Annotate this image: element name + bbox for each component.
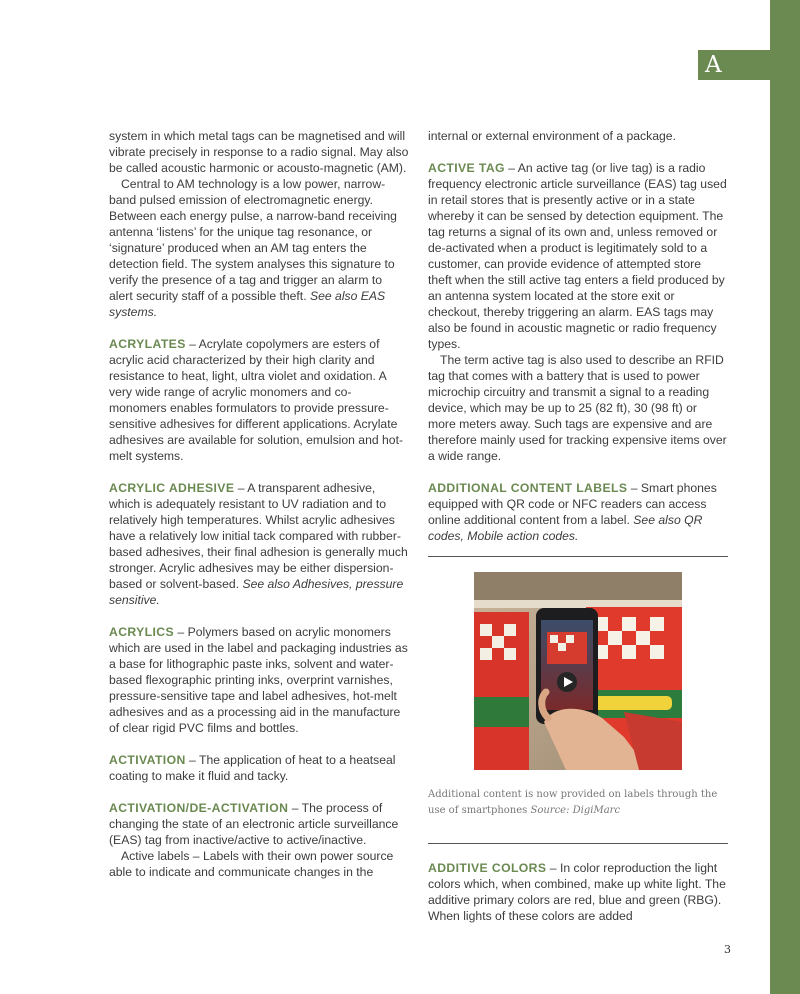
acrylic-adhesive-definition: – A transparent adhesive, which is adequately resistant to UV radiation and to relatively high temperatures. Whilst acrylic adhesives have a relatively low initial tack compared with rubber-based adhesives, their final adhesion is generally much stronger. Acrylic adhesives may be either dispersion-based or solvent-based.: [109, 481, 408, 591]
section-sidebar: [770, 0, 800, 994]
right-continuation: internal or external environment of a package.: [428, 129, 676, 143]
entry-additive-colors: [428, 860, 728, 924]
entry-acrylates: [109, 336, 409, 464]
acrylic-adhesive-ref: See also Adhesives, pressure sensitive.: [109, 577, 404, 607]
am-paragraph-text: Central to AM technology is a low power, narrow-band pulsed emission of electromagnetic energy. Between each energy pulse, a narrow-band receiving antenna ‘listens’ for the unique tag resonance, or ‘signature’ produced when an AM tag enters the detection field. The system analyses this signature to verify the presence of a tag and trigger an alarm to alert security staff of a possible theft.: [109, 177, 397, 303]
acrylates-definition: – Acrylate copolymers are esters of acrylic acid characterized by their high clarity and resistance to heat, light, ultra violet and oxidation. A very wide range of acrylic monomers and co-monomers enables formulators to provide pressure-sensitive adhesives for different applications. Acrylate adhesives are available for solution, emulsion and hot-melt systems.: [109, 337, 404, 463]
entry-active-tag: [428, 160, 728, 352]
term-additional-content-labels: ADDITIONAL CONTENT LABELS: [428, 481, 628, 495]
section-letter: A: [705, 52, 722, 78]
right-column: [428, 128, 728, 924]
caption-text: Additional content is now provided on labels through the use of smartphones: [428, 789, 718, 816]
entry-additional-content-labels: [428, 480, 728, 544]
additive-colors-definition: – In color reproduction the light colors which, when combined, make up white light. The additive primary colors are red, blue and green (RBG). When lights of these colors are added: [428, 861, 726, 923]
left-column: [109, 128, 409, 880]
term-activation: ACTIVATION: [109, 753, 186, 767]
term-activation-deactivation: ACTIVATION/DE-ACTIVATION: [109, 801, 289, 815]
entry-acrylics: [109, 624, 409, 736]
entry-acrylic-adhesive: [109, 480, 409, 608]
term-acrylics: ACRYLICS: [109, 625, 175, 639]
additional-content-ref: See also QR codes, Mobile action codes.: [428, 513, 703, 543]
am-paragraph-ref: See also EAS systems.: [109, 289, 386, 319]
term-active-tag: ACTIVE TAG: [428, 161, 505, 175]
figure-bottom-rule: [428, 843, 728, 844]
am-technology-paragraph: [109, 176, 409, 320]
smartphone-label-photo: [474, 572, 682, 770]
intro-continuation: system in which metal tags can be magnetised and will vibrate precisely in response to a radio signal. May also be called acoustic harmonic or acousto-magnetic (AM).: [109, 129, 409, 175]
active-labels-paragraph: Active labels – Labels with their own power source able to indicate and communicate changes in the: [109, 849, 394, 879]
term-acrylates: ACRYLATES: [109, 337, 186, 351]
active-tag-definition: – An active tag (or live tag) is a radio frequency electronic article surveillance (EAS) tag used in retail stores that is presently active or in a state whereby it can be sensed by detection equipment. The tag returns a signal of its own and, unless removed or de-activated when a product is legitimately sold to a customer, can provide evidence of attempted store theft when the still active tag enters a field produced by an antenna system located at the store exit or checkout, thereby triggering an alarm. EAS tags may also be found in acoustic magnetic or radio frequency types.: [428, 161, 727, 351]
term-additive-colors: ADDITIVE COLORS: [428, 861, 547, 875]
caption-source: Source: DigiMarc: [530, 805, 621, 816]
page-number: 3: [724, 943, 731, 956]
acrylics-definition: – Polymers based on acrylic monomers which are used in the label and packaging industries as a base for lithographic paste inks, solvent and water-based flexographic printing inks, overprint varnishes, pressure-sensitive tape and label adhesives, hot-melt adhesives and as a processing aid in the manufacture of clear rigid PVC films and bottles.: [109, 625, 408, 735]
figure-top-rule: [428, 556, 728, 557]
active-tag-rfid-paragraph: The term active tag is also used to describe an RFID tag that comes with a battery that is used to power microchip circuitry and transmit a signal to a reading device, which may be up to 25 (82 ft), 30 (98 ft) or more meters away. Such tags are expensive and are therefore mainly used for tracking expensive items over a wide range.: [428, 353, 727, 463]
section-letter-tab: [698, 50, 800, 80]
entry-activation: [109, 752, 409, 784]
figure-caption: [428, 787, 728, 819]
activation-definition: – The application of heat to a heatseal coating to make it fluid and tacky.: [109, 753, 396, 783]
activation-deactivation-definition: – The process of changing the state of an electronic article surveillance (EAS) tag from inactive/active to active/inactive.: [109, 801, 399, 847]
term-acrylic-adhesive: ACRYLIC ADHESIVE: [109, 481, 235, 495]
entry-activation-deactivation: [109, 800, 409, 848]
additional-content-definition: – Smart phones equipped with QR code or NFC readers can access online additional content from a label.: [428, 481, 717, 527]
